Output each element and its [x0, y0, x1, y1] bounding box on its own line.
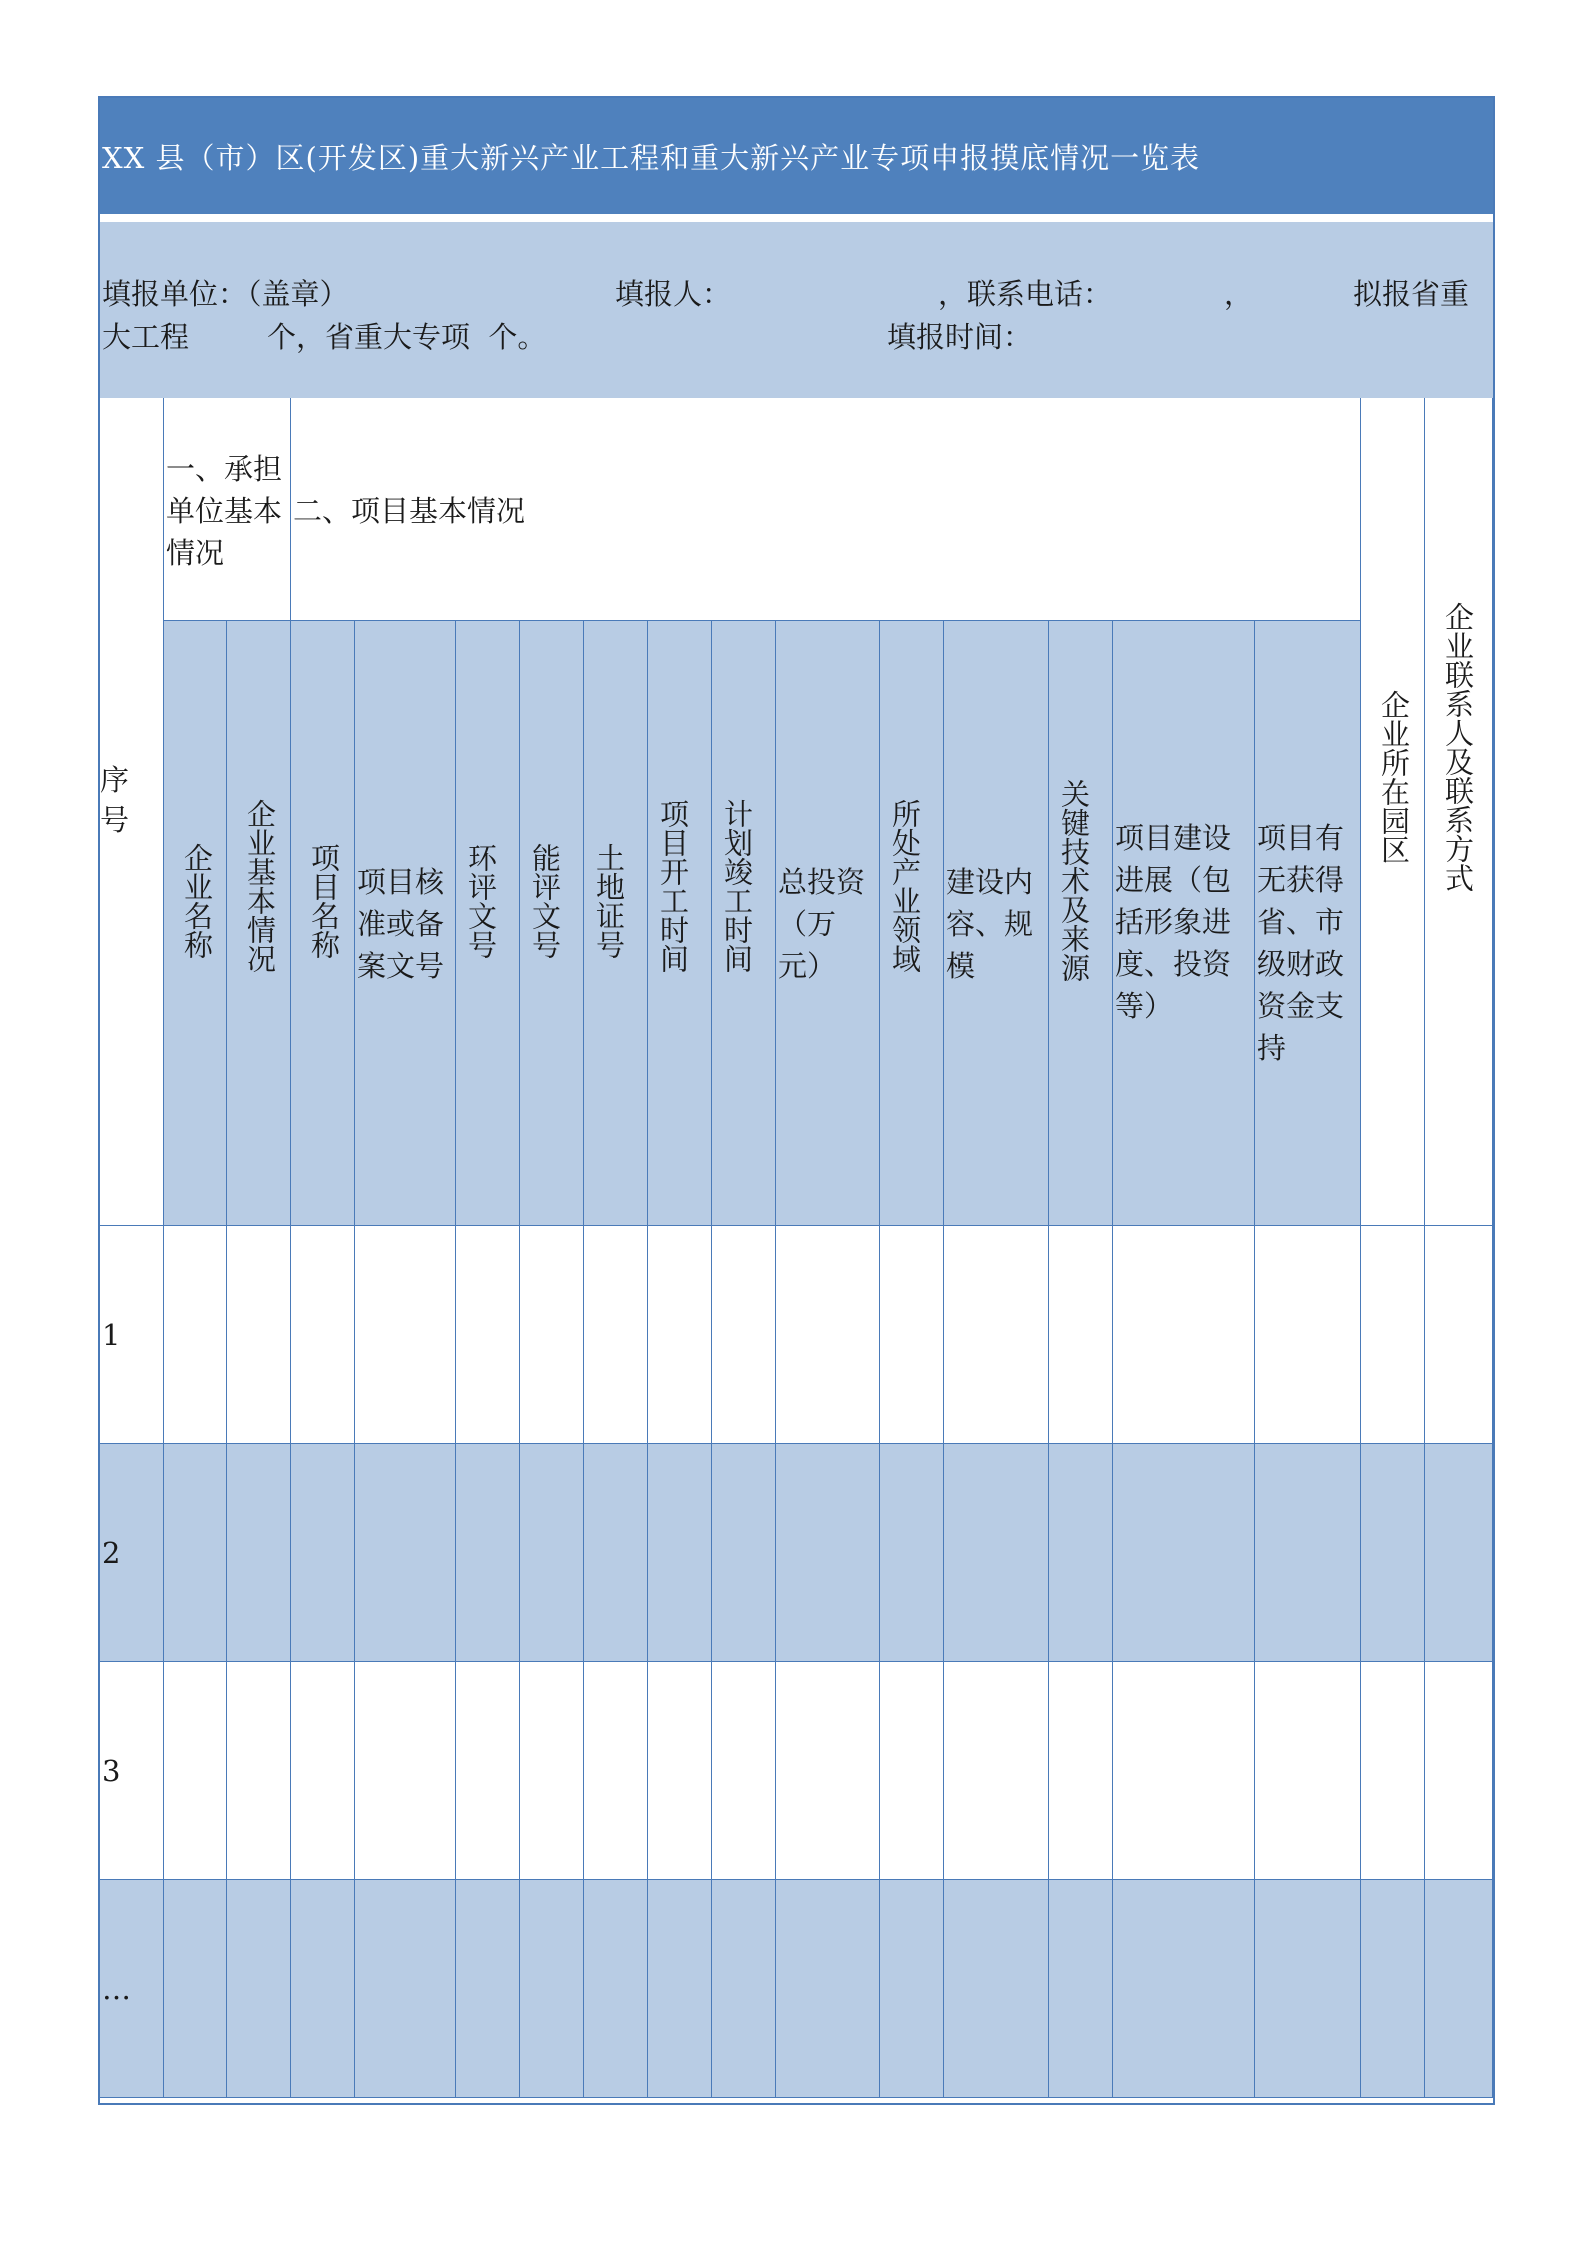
- table-cell: [456, 1880, 520, 2098]
- comma-separator: ，: [1224, 277, 1254, 311]
- table-cell: [1049, 1662, 1113, 1880]
- col-approval-no: [355, 621, 456, 1226]
- col-project-name: [291, 621, 355, 1226]
- col-label: 企业基本情况: [243, 799, 277, 973]
- table-cell: [291, 1880, 355, 2098]
- col-label: 项目名称: [307, 843, 341, 959]
- project-label: 大工程: [102, 320, 190, 354]
- table-cell: [776, 1226, 880, 1444]
- col-label: 计划竣工时间: [720, 799, 754, 973]
- table-cell: [776, 1444, 880, 1662]
- col-label: 项目开工时间: [656, 799, 690, 973]
- col-label: 环评文号: [464, 843, 498, 959]
- col-label: 项目核准或备案文号: [357, 865, 445, 983]
- header-seq: [100, 398, 164, 1226]
- table-cell: [648, 1226, 712, 1444]
- table-cell: [944, 1226, 1049, 1444]
- row-seq-number: …: [102, 1972, 131, 2006]
- header-contact: [1425, 398, 1493, 1226]
- table-cell: [456, 1444, 520, 1662]
- table-cell: [880, 1226, 944, 1444]
- row-seq-cell: [100, 1662, 164, 1880]
- filler-label: 填报人：: [615, 277, 732, 311]
- table-grid: [100, 398, 1493, 2105]
- contact-label: 企业联系人及联系方式: [1441, 602, 1475, 892]
- col-energy-no: [520, 621, 584, 1226]
- table-cell: [1425, 1662, 1493, 1880]
- table-cell: [355, 1226, 456, 1444]
- table-cell: [227, 1880, 291, 2098]
- table-cell: [1425, 1226, 1493, 1444]
- table-cell: [1361, 1226, 1425, 1444]
- row-seq-number: 2: [102, 1536, 121, 1570]
- group-project-label: 二、项目基本情况: [293, 494, 526, 528]
- table-cell: [880, 1444, 944, 1662]
- col-label: 项目有无获得省、市级财政资金支持: [1257, 821, 1345, 1065]
- table-cell: [1425, 1444, 1493, 1662]
- park-label: 企业所在园区: [1377, 690, 1411, 864]
- col-label: 关键技术及来源: [1057, 779, 1091, 982]
- table-cell: [880, 1880, 944, 2098]
- table-cell: [1361, 1444, 1425, 1662]
- col-fund-support: [1255, 621, 1361, 1226]
- table-cell: [1049, 1226, 1113, 1444]
- table-cell: [880, 1662, 944, 1880]
- table-cell: [355, 1662, 456, 1880]
- table-cell: [1255, 1662, 1361, 1880]
- table-cell: [1113, 1226, 1255, 1444]
- col-start-time: [648, 621, 712, 1226]
- table-cell: [1049, 1880, 1113, 2098]
- table-cell: [1361, 1880, 1425, 2098]
- table-cell: [1361, 1662, 1425, 1880]
- table-cell: [776, 1880, 880, 2098]
- col-label: 所处产业领域: [888, 799, 922, 973]
- table-cell: [648, 1444, 712, 1662]
- row-seq-cell: [100, 1226, 164, 1444]
- col-finish-time: [712, 621, 776, 1226]
- seq-label: 序号: [100, 763, 130, 837]
- col-progress: [1113, 621, 1255, 1226]
- col-label: 建设内容、规模: [946, 865, 1034, 983]
- table-cell: [648, 1662, 712, 1880]
- row-seq-number: 3: [102, 1754, 121, 1788]
- col-company-name: [164, 621, 227, 1226]
- table-cell: [520, 1226, 584, 1444]
- table-cell: [291, 1226, 355, 1444]
- table-cell: [712, 1226, 776, 1444]
- table-cell: [648, 1880, 712, 2098]
- header-group-project: [291, 398, 1361, 621]
- table-cell: [1113, 1662, 1255, 1880]
- table-cell: [227, 1444, 291, 1662]
- row-seq-cell: [100, 1880, 164, 2098]
- row-seq-cell: [100, 1444, 164, 1662]
- group-unit-label: 一、承担单位基本情况: [166, 452, 283, 570]
- col-land-cert: [584, 621, 648, 1226]
- col-industry-field: [880, 621, 944, 1226]
- table-cell: [1113, 1880, 1255, 2098]
- time-label: 填报时间：: [887, 320, 1033, 354]
- table-cell: [1425, 1880, 1493, 2098]
- table-cell: [1255, 1444, 1361, 1662]
- table-cell: [164, 1444, 227, 1662]
- unit-label: 填报单位：（盖章）: [102, 277, 349, 311]
- table-cell: [164, 1880, 227, 2098]
- phone-label: ，联系电话：: [938, 277, 1113, 311]
- count-label: 个，省重大专项 个。: [267, 320, 547, 354]
- plan-label: 拟报省重: [1353, 277, 1470, 311]
- col-key-tech: [1049, 621, 1113, 1226]
- table-cell: [712, 1444, 776, 1662]
- table-cell: [1255, 1880, 1361, 2098]
- col-label: 能评文号: [528, 843, 562, 959]
- table-cell: [944, 1880, 1049, 2098]
- table-cell: [291, 1662, 355, 1880]
- table-cell: [584, 1662, 648, 1880]
- table-cell: [355, 1444, 456, 1662]
- table-cell: [291, 1444, 355, 1662]
- col-company-info: [227, 621, 291, 1226]
- table-cell: [584, 1444, 648, 1662]
- col-label: 总投资（万元）: [778, 865, 866, 983]
- table-cell: [520, 1880, 584, 2098]
- col-label: 企业名称: [180, 843, 214, 959]
- table-title: XX 县（市）区(开发区)重大新兴产业工程和重大新兴产业专项申报摸底情况一览表: [102, 141, 1201, 175]
- col-construction-scale: [944, 621, 1049, 1226]
- table-cell: [456, 1662, 520, 1880]
- header-group-unit: [164, 398, 291, 621]
- table-cell: [355, 1880, 456, 2098]
- table-cell: [227, 1662, 291, 1880]
- header-park: [1361, 398, 1425, 1226]
- table-cell: [712, 1880, 776, 2098]
- table-cell: [227, 1226, 291, 1444]
- col-total-investment: [776, 621, 880, 1226]
- info-band: [100, 219, 1493, 399]
- table-cell: [584, 1226, 648, 1444]
- table-cell: [520, 1662, 584, 1880]
- table-cell: [1049, 1444, 1113, 1662]
- table-cell: [944, 1662, 1049, 1880]
- table-cell: [520, 1444, 584, 1662]
- table-cell: [456, 1226, 520, 1444]
- table-cell: [164, 1226, 227, 1444]
- table-cell: [776, 1662, 880, 1880]
- table-cell: [1113, 1444, 1255, 1662]
- table-cell: [1255, 1226, 1361, 1444]
- title-band: [100, 98, 1493, 214]
- table-cell: [584, 1880, 648, 2098]
- col-label: 土地证号: [592, 843, 626, 959]
- row-seq-number: 1: [102, 1318, 121, 1352]
- col-eia-no: [456, 621, 520, 1226]
- table-cell: [164, 1662, 227, 1880]
- table-cell: [712, 1662, 776, 1880]
- col-label: 项目建设进展（包括形象进度、投资等）: [1115, 821, 1232, 1023]
- table-cell: [944, 1444, 1049, 1662]
- survey-table: [98, 96, 1495, 2105]
